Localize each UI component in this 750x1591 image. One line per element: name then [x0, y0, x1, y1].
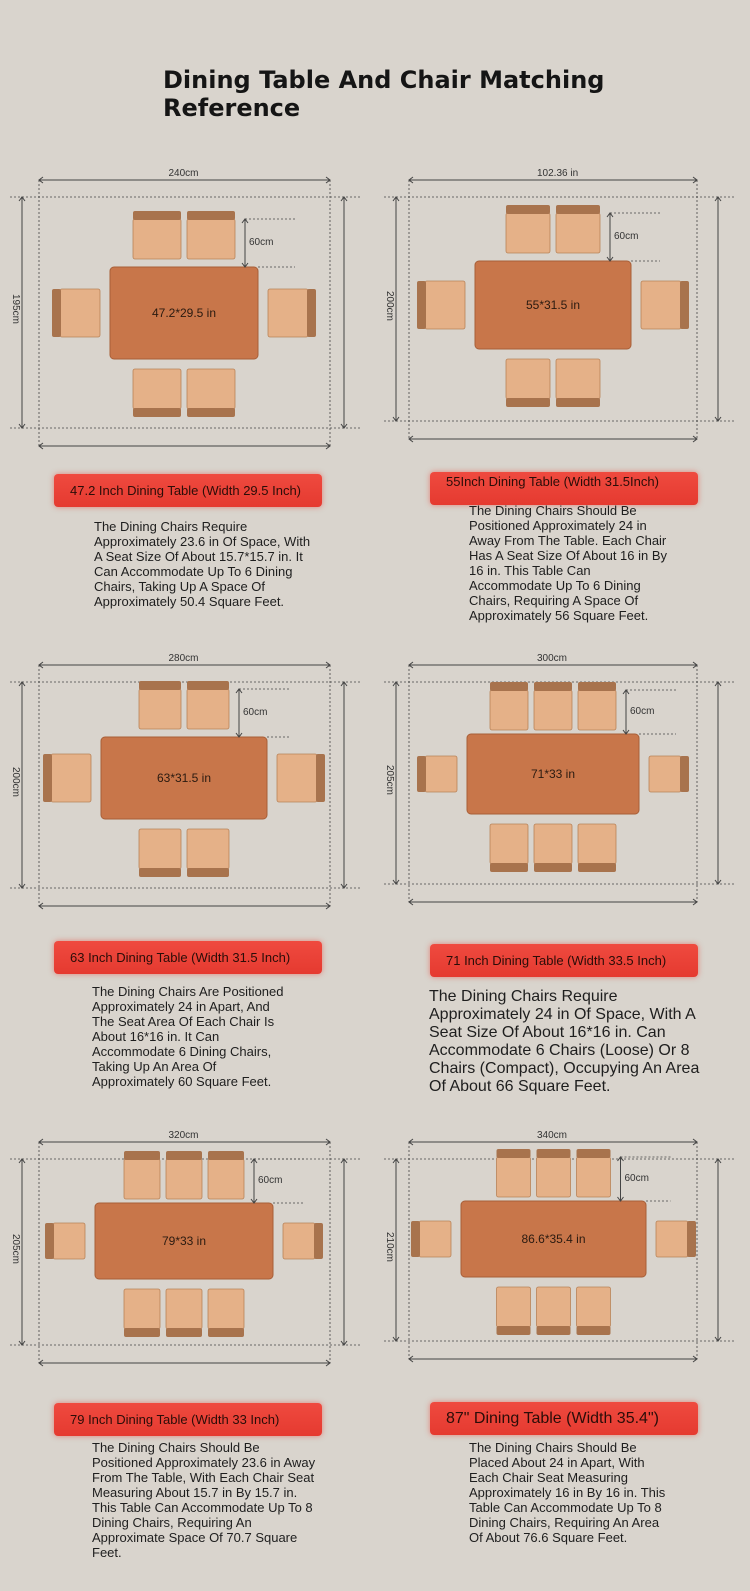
chair-back — [139, 868, 181, 877]
chair-back — [534, 682, 572, 691]
floor-plan — [10, 170, 370, 470]
width-label: 102.36 in — [537, 168, 579, 179]
depth-label: 205cm — [384, 764, 395, 795]
chair-seat — [124, 1159, 160, 1199]
chair-back — [577, 1326, 611, 1335]
floor-plan — [384, 655, 744, 955]
chair-seat — [534, 690, 572, 730]
chair-seat — [490, 824, 528, 864]
table-size-label: 71*33 in — [530, 767, 576, 781]
chair-seat — [641, 281, 681, 329]
chair-seat — [578, 690, 616, 730]
width-label: 300cm — [537, 653, 568, 664]
floor-plan — [10, 655, 370, 955]
chair-back — [411, 1221, 420, 1257]
table-size-label: 86.6*35.4 in — [521, 1232, 586, 1246]
layout-47-inch — [10, 170, 370, 470]
width-label: 280cm — [168, 653, 199, 664]
chair-seat — [497, 1287, 531, 1327]
chair-seat — [506, 359, 550, 399]
chair-seat — [490, 690, 528, 730]
chair-seat — [283, 1223, 315, 1259]
chair-back — [45, 1223, 54, 1259]
banner-87-inch: 87" Dining Table (Width 35.4") — [430, 1402, 698, 1435]
page-title: Dining Table And Chair Matching Reference — [163, 66, 605, 122]
layout-71-inch — [384, 655, 744, 955]
banner-55-inch: 55Inch Dining Table (Width 31.5Inch) — [430, 472, 698, 505]
banner-79-inch: 79 Inch Dining Table (Width 33 Inch) — [54, 1403, 322, 1436]
chair-back — [490, 682, 528, 691]
chair-seat — [139, 829, 181, 869]
chair-back — [680, 756, 689, 792]
chair-seat — [425, 756, 457, 792]
chair-back — [316, 754, 325, 802]
chair-seat — [649, 756, 681, 792]
description-79-inch: The Dining Chairs Should Be Positioned Approximately 23.6 in Away From The Table, With Each Chair Seat Measuring About 15.7 in By 15.7 in. This Table Can Accommodate Up To 8 Dining Chairs, Requiring An Approximate Space Of 70.7 Square Feet. — [92, 1440, 316, 1560]
chair-seat — [556, 213, 600, 253]
chair-seat — [133, 219, 181, 259]
depth-label: 195cm — [10, 294, 21, 325]
chair-seat — [277, 754, 317, 802]
chair-seat — [139, 689, 181, 729]
chair-seat — [166, 1159, 202, 1199]
floor-plan — [384, 1137, 744, 1437]
chair-back — [187, 681, 229, 690]
chair-seat — [497, 1157, 531, 1197]
width-label: 320cm — [168, 1130, 199, 1141]
chair-back — [506, 205, 550, 214]
chair-back — [490, 863, 528, 872]
chair-seat — [133, 369, 181, 409]
chair-back — [166, 1328, 202, 1337]
width-label: 340cm — [537, 1130, 568, 1141]
chair-seat — [268, 289, 308, 337]
chair-back — [52, 289, 61, 337]
chair-back — [578, 682, 616, 691]
chair-seat — [187, 829, 229, 869]
chair-seat — [53, 1223, 85, 1259]
chair-back — [307, 289, 316, 337]
chair-seat — [656, 1221, 688, 1257]
chair-seat — [556, 359, 600, 399]
chair-seat — [60, 289, 100, 337]
chair-seat — [537, 1157, 571, 1197]
chair-back — [133, 211, 181, 220]
table-size-label: 55*31.5 in — [525, 298, 581, 312]
gap-label: 60cm — [614, 231, 639, 242]
banner-71-inch: 71 Inch Dining Table (Width 33.5 Inch) — [430, 944, 698, 977]
layout-79-inch — [10, 1130, 370, 1437]
chair-back — [417, 281, 426, 329]
chair-seat — [187, 219, 235, 259]
chair-back — [187, 408, 235, 417]
chair-back — [497, 1149, 531, 1158]
chair-back — [124, 1328, 160, 1337]
chair-back — [43, 754, 52, 802]
chair-back — [133, 408, 181, 417]
floor-plan — [384, 170, 744, 470]
banner-63-inch: 63 Inch Dining Table (Width 31.5 Inch) — [54, 941, 322, 974]
layout-63-inch — [10, 655, 370, 955]
chair-seat — [577, 1157, 611, 1197]
chair-seat — [534, 824, 572, 864]
gap-label: 60cm — [630, 706, 655, 717]
gap-label: 60cm — [624, 1173, 649, 1184]
chair-back — [139, 681, 181, 690]
table-size-label: 79*33 in — [161, 1234, 207, 1248]
table-size-label: 47.2*29.5 in — [151, 306, 217, 320]
chair-back — [680, 281, 689, 329]
chair-seat — [577, 1287, 611, 1327]
gap-label: 60cm — [258, 1175, 283, 1186]
banner-47-inch: 47.2 Inch Dining Table (Width 29.5 Inch) — [54, 474, 322, 507]
chair-back — [124, 1151, 160, 1160]
chair-seat — [425, 281, 465, 329]
floor-plan — [10, 1137, 370, 1437]
chair-back — [537, 1326, 571, 1335]
description-55-inch: The Dining Chairs Should Be Positioned Approximately 24 in Away From The Table. Each Chair Has A Seat Size Of About 16 in By 16 in. This Table Can Accommodate Up To 6 Dining Chairs, Requiring A Space Of Approximately 56 Square Feet. — [469, 503, 668, 623]
chair-back — [534, 863, 572, 872]
chair-seat — [187, 689, 229, 729]
gap-label: 60cm — [243, 707, 268, 718]
depth-label: 200cm — [10, 766, 21, 797]
chair-back — [578, 863, 616, 872]
depth-label: 200cm — [384, 290, 395, 321]
chair-seat — [537, 1287, 571, 1327]
chair-back — [577, 1149, 611, 1158]
chair-back — [506, 398, 550, 407]
chair-seat — [506, 213, 550, 253]
layout-87-inch — [384, 1130, 744, 1437]
chair-seat — [187, 369, 235, 409]
description-71-inch: The Dining Chairs Require Approximately 24 in Of Space, With A Seat Size Of About 16*16 in. Can Accommodate 6 Chairs (Loose) Or 8 Chairs (Compact), Occupying An Area Of About 66 Square Feet. — [429, 988, 700, 1095]
layout-55-inch — [384, 170, 744, 470]
depth-label: 210cm — [384, 1231, 395, 1262]
chair-seat — [166, 1289, 202, 1329]
chair-seat — [51, 754, 91, 802]
chair-back — [208, 1328, 244, 1337]
width-label: 240cm — [168, 168, 199, 179]
chair-back — [497, 1326, 531, 1335]
chair-seat — [578, 824, 616, 864]
description-87-inch: The Dining Chairs Should Be Placed About 24 in Apart, With Each Chair Seat Measuring Approximately 16 in By 16 in. This Table Can Accommodate Up To 8 Dining Chairs, Requiring An Area Of About 76.6 Square Feet. — [469, 1440, 666, 1545]
chair-back — [166, 1151, 202, 1160]
chair-back — [417, 756, 426, 792]
chair-back — [687, 1221, 696, 1257]
chair-back — [537, 1149, 571, 1158]
description-47-inch: The Dining Chairs Require Approximately 23.6 in Of Space, With A Seat Size Of About 15.7*15.7 in. It Can Accommodate Up To 6 Dining Chairs, Taking Up A Space Of Approximately 50.4 Square Feet. — [94, 519, 311, 609]
description-63-inch: The Dining Chairs Are Positioned Approximately 24 in Apart, And The Seat Area Of Each Chair Is About 16*16 in. It Can Accommodate 6 Dining Chairs, Taking Up An Area Of Approximately 60 Square Feet. — [92, 984, 284, 1089]
chair-seat — [208, 1159, 244, 1199]
chair-back — [556, 398, 600, 407]
gap-label: 60cm — [249, 237, 274, 248]
chair-seat — [208, 1289, 244, 1329]
chair-seat — [419, 1221, 451, 1257]
chair-back — [187, 868, 229, 877]
depth-label: 205cm — [10, 1233, 21, 1264]
chair-back — [187, 211, 235, 220]
chair-seat — [124, 1289, 160, 1329]
chair-back — [208, 1151, 244, 1160]
chair-back — [556, 205, 600, 214]
chair-back — [314, 1223, 323, 1259]
table-size-label: 63*31.5 in — [156, 771, 212, 785]
